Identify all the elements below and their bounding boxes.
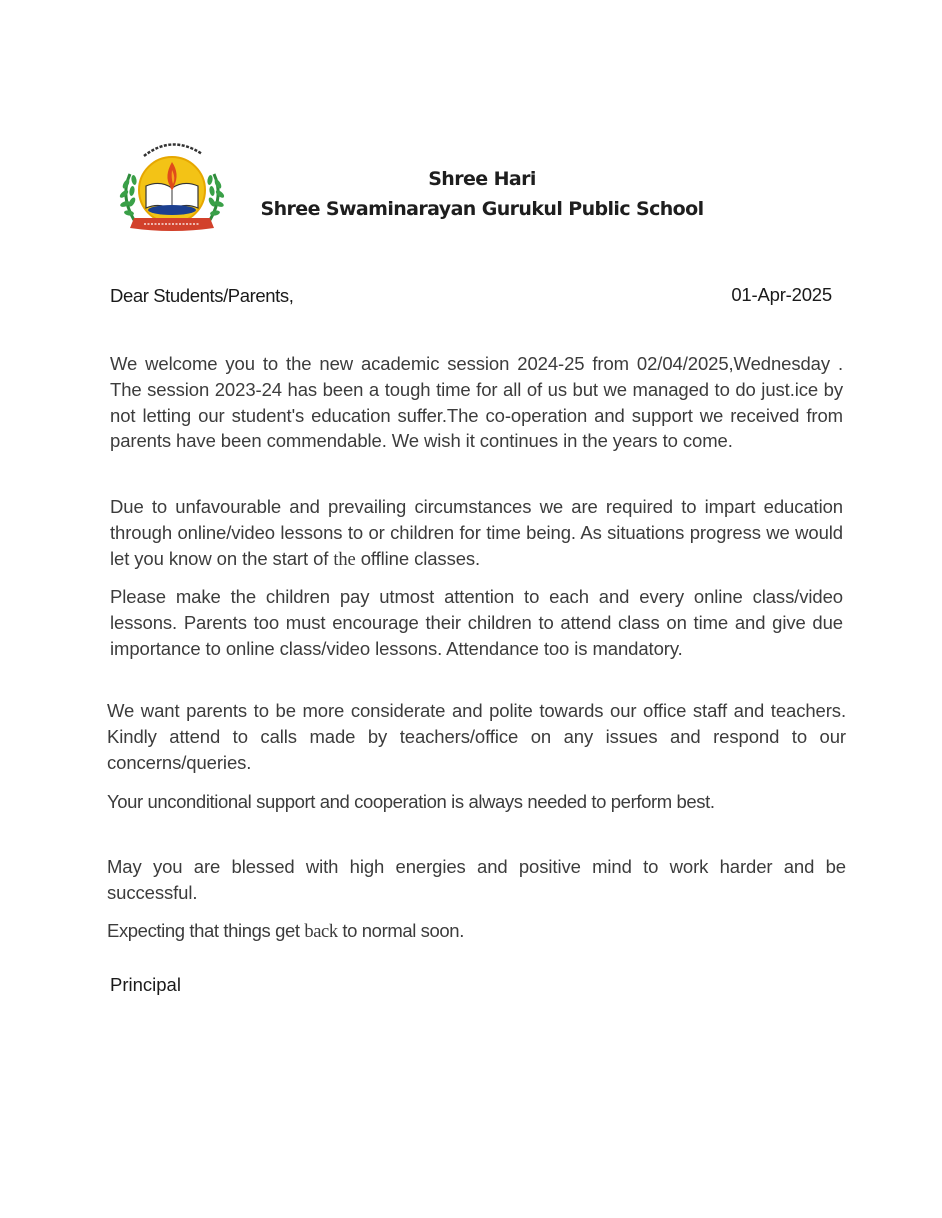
paragraph-attention: Please make the children pay utmost attention to each and every online class/video lessons. Parents too must encourage their children to attend class on time and give due importance to online class/video lessons. Attendance too is mandatory. — [110, 586, 843, 659]
letter-date: 01-Apr-2025 — [731, 284, 832, 305]
paragraph-text: Expecting that things get — [107, 920, 305, 941]
school-name: Shree Swaminarayan Gurukul Public School — [260, 198, 704, 220]
paragraph-support: Your unconditional support and cooperation is always needed to perform best. — [107, 791, 715, 812]
paragraph-welcome: We welcome you to the new academic session 2024-25 from 02/04/2025,Wednesday . The session 2023-24 has been a tough time for all of us but we managed to do just.ice by not letting our student's education suffer.The co-operation and support we received from parents have been commendable. We wish it continues in the years to come. — [110, 353, 843, 452]
salutation: Dear Students/Parents, — [110, 285, 294, 306]
paragraph-online-education — [110, 494, 843, 573]
logo-icon — [116, 134, 228, 238]
letterhead-title: Shree Hari — [428, 168, 536, 190]
paragraph-text: to normal soon. — [337, 920, 464, 941]
paragraph-serif-word: back — [304, 922, 338, 942]
paragraph-serif-word: the — [333, 549, 356, 570]
signature: Principal — [110, 974, 181, 995]
paragraph-text: offline classes. — [355, 547, 481, 569]
paragraph-expectation — [107, 918, 846, 946]
paragraph-blessing: May you are blessed with high energies and positive mind to work harder and be successful. — [107, 856, 846, 903]
paragraph-text: Due to unfavourable and prevailing circumstances we are required to impart education through online/video lessons to or children for time being. As situations progress we would let you know on the start of — [110, 496, 843, 569]
school-crest-logo — [116, 134, 228, 238]
paragraph-courtesy: We want parents to be more considerate and polite towards our office staff and teachers. Kindly attend to calls made by teachers/office on any issues and respond to our concerns/queries. — [107, 700, 846, 773]
